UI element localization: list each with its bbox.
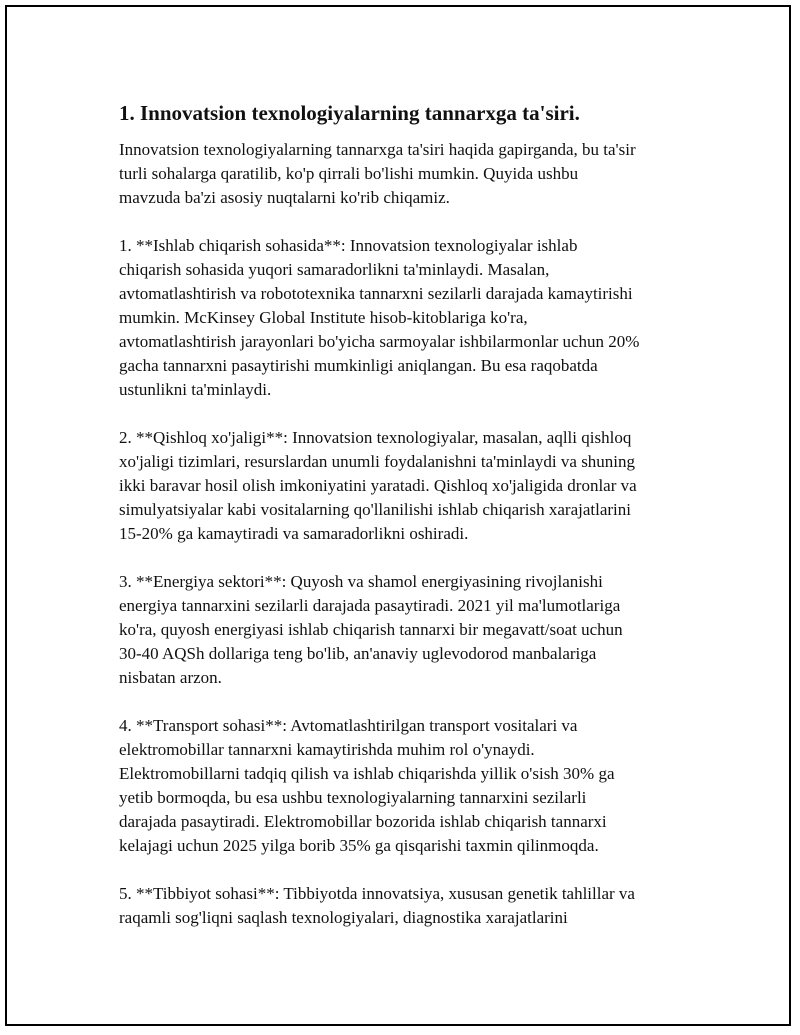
text-line: energiya tannarxini sezilarli darajada pasaytiradi. 2021 yil ma'lumotlariga — [119, 596, 621, 615]
text-line: 2. **Qishloq xo'jaligi**: Innovatsion texnologiyalar, masalan, aqlli qishloq — [119, 428, 632, 447]
paragraph-list — [119, 138, 699, 930]
paragraph — [119, 234, 699, 402]
section-heading: 1. Innovatsion texnologiyalarning tannarxga ta'siri. — [119, 101, 580, 125]
text-line: avtomatlashtirish jarayonlari bo'yicha sarmoyalar ishbilarmonlar uchun 20% — [119, 332, 640, 351]
text-line: simulyatsiyalar kabi vositalarning qo'llanilishi ishlab chiqarish xarajatlarini — [119, 500, 632, 519]
text-line: mavzuda ba'zi asosiy nuqtalarni ko'rib chiqamiz. — [119, 188, 450, 207]
text-line: 15-20% ga kamaytiradi va samaradorlikni oshiradi. — [119, 524, 469, 543]
paragraph — [119, 138, 699, 210]
text-line: ko'ra, quyosh energiyasi ishlab chiqarish tannarxi bir megavatt/soat uchun — [119, 620, 623, 639]
paragraph — [119, 882, 699, 930]
text-line: 4. **Transport sohasi**: Avtomatlashtirilgan transport vositalari va — [119, 716, 578, 735]
text-line: Innovatsion texnologiyalarning tannarxga ta'siri haqida gapirganda, bu ta'sir — [119, 140, 636, 159]
text-line: turli sohalarga qaratilib, ko'p qirrali bo'lishi mumkin. Quyida ushbu — [119, 164, 579, 183]
text-line: 30-40 AQSh dollariga teng bo'lib, an'anaviy uglevodorod manbalariga — [119, 644, 597, 663]
text-line: mumkin. McKinsey Global Institute hisob-kitoblariga ko'ra, — [119, 308, 528, 327]
text-line: ustunlikni ta'minlaydi. — [119, 380, 272, 399]
text-line: xo'jaligi tizimlari, resurslardan unumli foydalanishni ta'minlaydi va shuning — [119, 452, 636, 471]
text-line: 5. **Tibbiyot sohasi**: Tibbiyotda innovatsiya, xususan genetik tahlillar va — [119, 884, 635, 903]
page-frame — [5, 5, 791, 1026]
text-line: nisbatan arzon. — [119, 668, 222, 687]
text-line: darajada pasaytiradi. Elektromobillar bozorida ishlab chiqarish tannarxi — [119, 812, 607, 831]
text-line: gacha tannarxni pasaytirishi mumkinligi aniqlangan. Bu esa raqobatda — [119, 356, 598, 375]
paragraph — [119, 570, 699, 690]
paragraph — [119, 714, 699, 858]
text-line: avtomatlashtirish va robototexnika tannarxni sezilarli darajada kamaytirishi — [119, 284, 633, 303]
text-line: 3. **Energiya sektori**: Quyosh va shamol energiyasining rivojlanishi — [119, 572, 603, 591]
document-body — [119, 98, 699, 954]
paragraph — [119, 426, 699, 546]
text-line: raqamli sog'liqni saqlash texnologiyalari, diagnostika xarajatlarini — [119, 908, 568, 927]
text-line: ikki baravar hosil olish imkoniyatini yaratadi. Qishloq xo'jaligida dronlar va — [119, 476, 637, 495]
text-line: kelajagi uchun 2025 yilga borib 35% ga qisqarishi taxmin qilinmoqda. — [119, 836, 599, 855]
text-line: elektromobillar tannarxni kamaytirishda muhim rol o'ynaydi. — [119, 740, 535, 759]
text-line: 1. **Ishlab chiqarish sohasida**: Innovatsion texnologiyalar ishlab — [119, 236, 578, 255]
text-line: chiqarish sohasida yuqori samaradorlikni ta'minlaydi. Masalan, — [119, 260, 550, 279]
text-line: Elektromobillarni tadqiq qilish va ishlab chiqarishda yillik o'sish 30% ga — [119, 764, 615, 783]
text-line: yetib bormoqda, bu esa ushbu texnologiyalarning tannarxini sezilarli — [119, 788, 587, 807]
